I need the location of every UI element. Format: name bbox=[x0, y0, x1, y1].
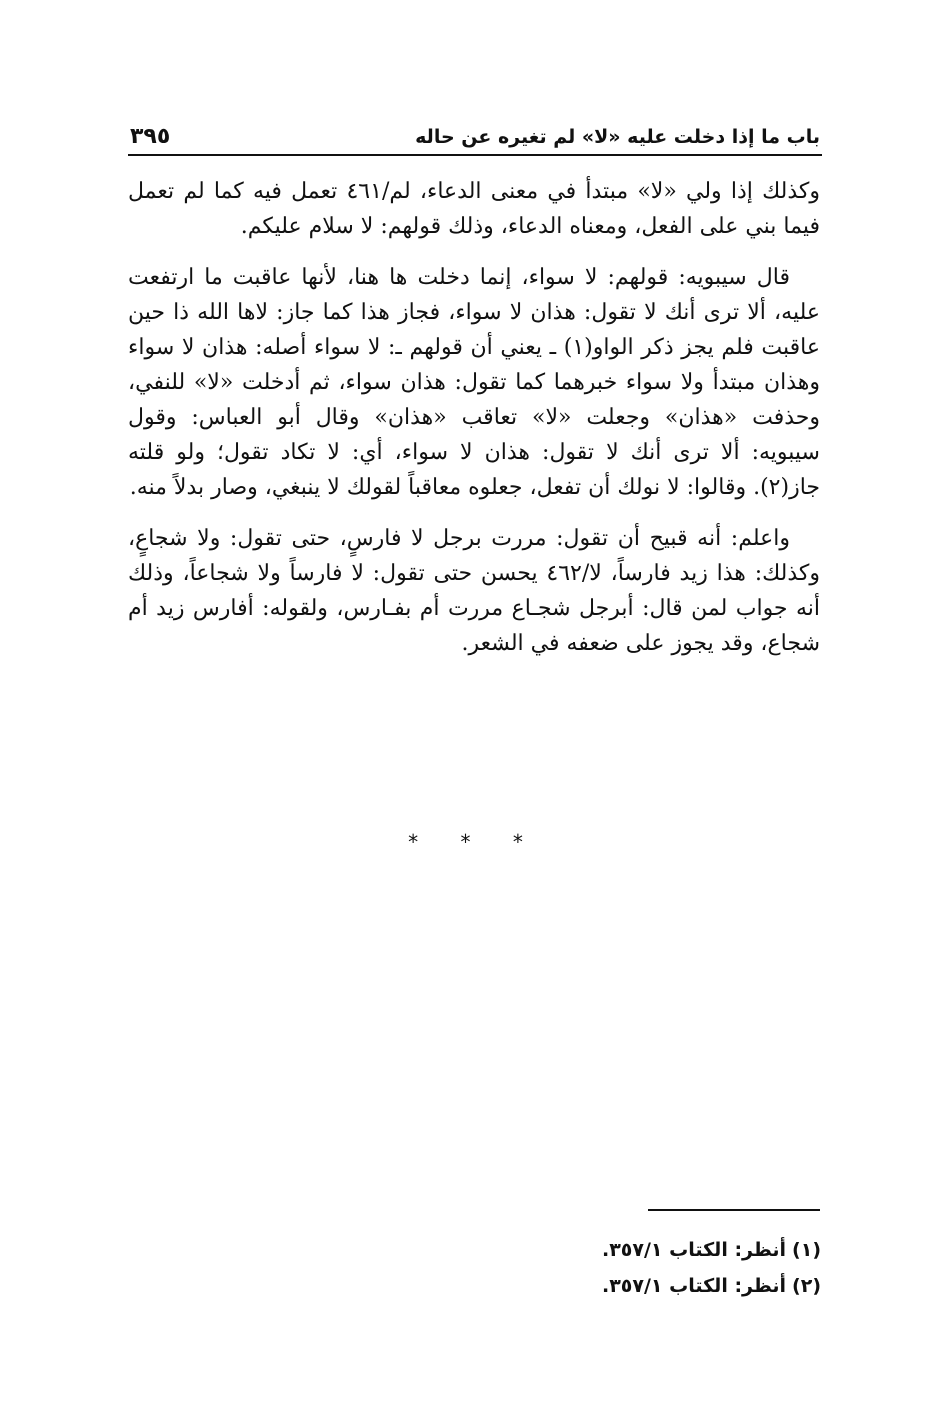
footnote-number: (١) bbox=[792, 1239, 821, 1261]
paragraph: وكذلك إذا ولي «لا» مبتدأ في معنى الدعاء، لم/٤٦١ تعمل فيه كما لم تعمل فيما بني على الفعل، ومعناه الدعاء، وذلك قولهم: لا سلام عليكم. bbox=[128, 179, 820, 239]
footnote bbox=[421, 1232, 821, 1268]
footnote-number: (٢) bbox=[792, 1275, 821, 1297]
header-rule bbox=[128, 154, 822, 156]
paragraph: قال سيبويه: قولهم: لا سواء، إنما دخلت ها هنا، لأنها عاقبت ما ارتفعت عليه، ألا ترى أنك لا تقول: هذان لا سواء، فجاز هذا كما جاز: لاها الله ذا حين عاقبت فلم يجز ذكر الواو(١) ـ يعني أن قولهم ـ: لا سواء أصله: هذان لا سواء وهذان مبتدأ ولا سواء خبرهما كما تقول: هذان سواء، ثم أدخلت «لا» للنفي، وحذفت «هذان» وجعلت «لا» تعاقب «هذان» وقال أبو العباس: وقول سيبويه: ألا ترى أنك لا تقول: هذان لا سواء، أي: لا تكاد تقول؛ ولو قلته جاز(٢). وقالوا: لا نولك أن تفعل، جعلوه معاقباً لقولك لا ينبغي، وصار بدلاً منه. bbox=[128, 265, 821, 500]
running-header bbox=[128, 122, 820, 156]
footnote-text: أنظر: الكتاب ٣٥٧/١. bbox=[601, 1275, 787, 1297]
paragraph: واعلم: أنه قبيح أن تقول: مررت برجل لا فارسٍ، حتى تقول: ولا شجاعٍ، وكذلك: هذا زيد فارساً، لا/٤٦٢ يحسن حتى تقول: لا فارساً ولا شجاعاً، وذلك أنه جواب لمن قال: أبرجل شجـاع مررت أم بفـارس، ولقوله: أفارس زيد أم شجاع، وقد يجوز على ضعفه في الشعر. bbox=[128, 526, 820, 656]
footnote-rule bbox=[648, 1209, 820, 1211]
chapter-title: باب ما إذا دخلت عليه «لا» لم تغيره عن حاله bbox=[415, 126, 820, 148]
footnote-text: أنظر: الكتاب ٣٥٧/١. bbox=[601, 1239, 787, 1261]
footnotes bbox=[421, 1232, 821, 1304]
section-separator: * * * bbox=[408, 830, 541, 854]
page-number: ٣٩٥ bbox=[130, 124, 171, 149]
body-text bbox=[128, 174, 820, 677]
footnote bbox=[421, 1268, 821, 1304]
